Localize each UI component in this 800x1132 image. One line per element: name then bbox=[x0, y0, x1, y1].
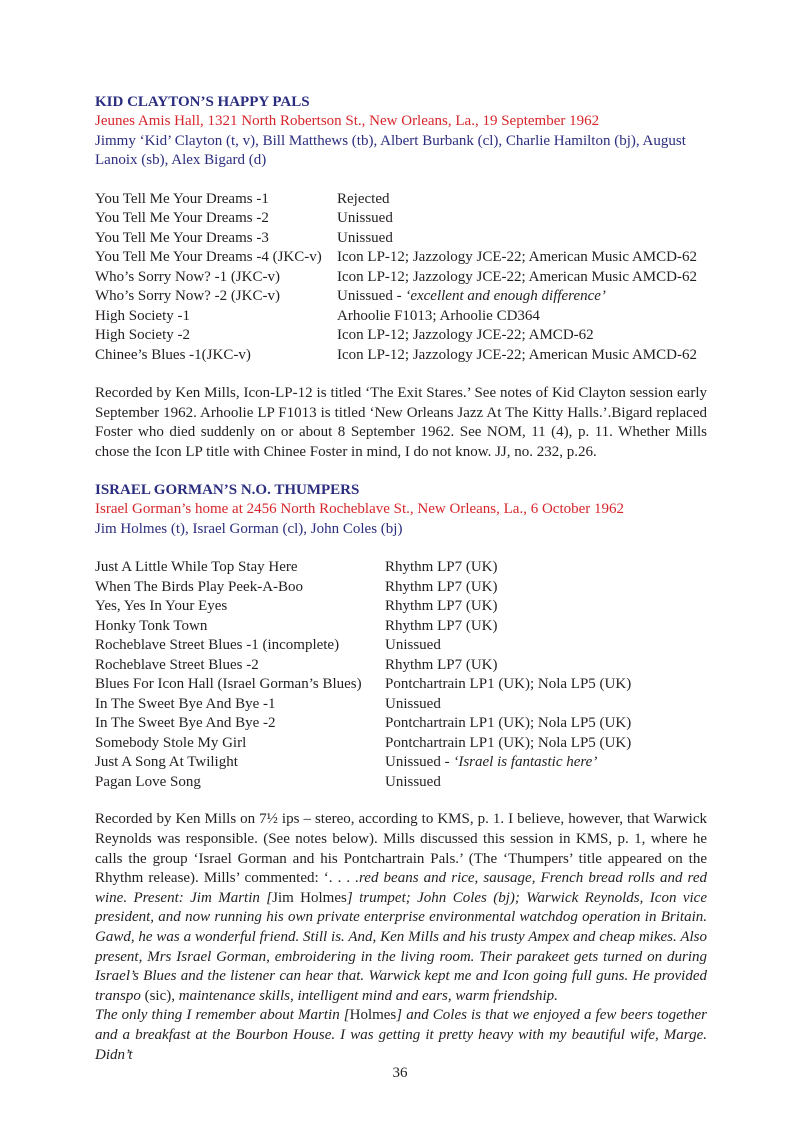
session-note: Recorded by Ken Mills, Icon-LP-12 is titled ‘The Exit Stares.’ See notes of Kid Clayton session early September 1962. Arhoolie LP F1013 is titled ‘New Orleans Jazz At The Kitty Halls.’.Bigard replaced Foster who died suddenly on or about 8 September 1962. See NOM, 11 (4), p. 11. Whether Mills chose the Icon LP title with Chinee Foster in mind, I do not know. JJ, no. 232, p.26. bbox=[95, 385, 707, 460]
track-title: High Society -2 bbox=[95, 327, 190, 343]
track-release bbox=[337, 326, 707, 346]
track-release bbox=[385, 617, 707, 637]
track-title: You Tell Me Your Dreams -2 bbox=[95, 210, 269, 226]
track-row bbox=[95, 558, 707, 578]
track-release bbox=[337, 268, 707, 288]
session-personnel: Jimmy ‘Kid’ Clayton (t, v), Bill Matthews (tb), Albert Burbank (cl), Charlie Hamilton (bj), August Lanoix (sb), Alex Bigard (d) bbox=[95, 132, 686, 168]
note-text: Jim Holmes bbox=[272, 889, 347, 906]
track-title: High Society -1 bbox=[95, 307, 190, 324]
track-release bbox=[385, 558, 707, 578]
track-title: In The Sweet Bye And Bye -2 bbox=[95, 715, 276, 732]
track-row bbox=[95, 229, 707, 249]
page-number: 36 bbox=[392, 1065, 408, 1081]
track-title: Somebody Stole My Girl bbox=[95, 734, 247, 751]
session-location: Jeunes Amis Hall, 1321 North Robertson St., New Orleans, La., 19 September 1962 bbox=[95, 113, 600, 129]
release-text: Unissued bbox=[385, 695, 441, 712]
track-row bbox=[95, 714, 707, 734]
note-quote: ] and Coles is that we enjoyed a few beers together and a breakfast at the Bourbon House. I was getting it pretty heavy with my beautiful wife, Marge. Didn’t bbox=[95, 1007, 707, 1063]
release-text: Unissued bbox=[337, 210, 393, 226]
track-title: In The Sweet Bye And Bye -1 bbox=[95, 695, 276, 712]
release-text: Rhythm LP7 (UK) bbox=[385, 598, 498, 615]
release-text: Pontchartrain LP1 (UK); Nola LP5 (UK) bbox=[385, 734, 632, 751]
release-text: Arhoolie F1013; Arhoolie CD364 bbox=[337, 307, 540, 324]
note-text: Recorded by Ken Mills on 7½ ips – stereo, according to KMS, p. 1. I believe, however, that Warwick Reynolds was responsible. (See notes below). Mills discussed this session in KMS, p. 1, where he calls the group ‘Israel Gorman and his Pontchartrain Pals.’ (The ‘Thumpers’ title appeared on the Rhythm release). Mills’ commented: ‘. . . bbox=[95, 811, 707, 887]
track-row bbox=[95, 753, 707, 773]
track-row bbox=[95, 695, 707, 715]
document-page bbox=[95, 93, 707, 1065]
track-row bbox=[95, 636, 707, 656]
track-title: Honky Tonk Town bbox=[95, 617, 208, 634]
section-heading: KID CLAYTON’S HAPPY PALS bbox=[95, 94, 310, 110]
release-text: Pontchartrain LP1 (UK); Nola LP5 (UK) bbox=[385, 715, 632, 732]
track-row bbox=[95, 346, 707, 366]
session-personnel: Jim Holmes (t), Israel Gorman (cl), John Coles (bj) bbox=[95, 520, 403, 537]
section-kid-clayton bbox=[95, 93, 707, 462]
track-release bbox=[385, 734, 707, 754]
track-list bbox=[95, 558, 707, 792]
track-row bbox=[95, 617, 707, 637]
track-release bbox=[385, 714, 707, 734]
track-title: Yes, Yes In Your Eyes bbox=[95, 598, 228, 615]
release-comment: ‘excellent and enough difference’ bbox=[405, 288, 606, 304]
release-text: Rhythm LP7 (UK) bbox=[385, 578, 498, 595]
track-title: Just A Song At Twilight bbox=[95, 754, 238, 771]
release-text: Unissued bbox=[385, 773, 441, 790]
release-text: Icon LP-12; Jazzology JCE-22; American Music AMCD-62 bbox=[337, 346, 697, 363]
note-quote: ] trumpet; John Coles (bj); Warwick Reynolds, Icon vice president, and now running his own private enterprise environmental watchdog operation in Britain. Gawd, he was a wonderful friend. Still is. And, Ken Mills and his trusty Ampex and cheap mikes. Also present, Mrs Israel Gorman, embroidering in the living room. Their parakeet gets turned on during Israel’s Blues and the listener can hear that. Warwick kept me and Icon going full guns. He provided transpo bbox=[95, 889, 707, 1004]
track-row bbox=[95, 326, 707, 346]
track-release bbox=[337, 209, 707, 229]
track-title: Chinee’s Blues -1(JKC-v) bbox=[95, 346, 251, 363]
note-quote: , maintenance skills, intelligent mind and ears, warm friendship. bbox=[171, 987, 558, 1004]
track-release bbox=[385, 636, 707, 656]
track-release bbox=[337, 190, 707, 210]
release-text: Rhythm LP7 (UK) bbox=[385, 656, 498, 673]
note-quote: .red beans and rice, sausage, French bread rolls and red wine. Present: Jim Martin [ bbox=[95, 870, 707, 906]
track-title: You Tell Me Your Dreams -4 (JKC-v) bbox=[95, 249, 322, 265]
release-text: Icon LP-12; Jazzology JCE-22; American Music AMCD-62 bbox=[337, 249, 697, 265]
track-release bbox=[337, 346, 707, 366]
release-text: Unissued - bbox=[337, 288, 406, 304]
track-row bbox=[95, 773, 707, 793]
track-row bbox=[95, 268, 707, 288]
track-row bbox=[95, 675, 707, 695]
track-release bbox=[385, 675, 707, 695]
track-release bbox=[385, 578, 707, 598]
release-text: Icon LP-12; Jazzology JCE-22; American Music AMCD-62 bbox=[337, 268, 697, 285]
release-text: Unissued bbox=[337, 229, 393, 246]
track-row bbox=[95, 248, 707, 268]
release-text: Rhythm LP7 (UK) bbox=[385, 559, 498, 576]
track-release bbox=[385, 597, 707, 617]
track-row bbox=[95, 734, 707, 754]
track-release bbox=[337, 248, 707, 268]
track-list bbox=[95, 190, 707, 366]
track-release bbox=[385, 753, 707, 773]
note-text: (sic) bbox=[144, 987, 172, 1004]
track-title: When The Birds Play Peek-A-Boo bbox=[95, 578, 304, 595]
release-text: Unissued bbox=[385, 637, 441, 654]
track-release bbox=[337, 229, 707, 249]
release-text: Rhythm LP7 (UK) bbox=[385, 617, 498, 634]
track-release bbox=[385, 656, 707, 676]
section-heading: ISRAEL GORMAN’S N.O. THUMPERS bbox=[95, 482, 360, 499]
track-row bbox=[95, 190, 707, 210]
section-israel-gorman bbox=[95, 481, 707, 1065]
track-title: You Tell Me Your Dreams -1 bbox=[95, 190, 269, 207]
track-release bbox=[385, 773, 707, 793]
track-title: Pagan Love Song bbox=[95, 773, 201, 790]
track-release bbox=[337, 287, 707, 307]
session-location: Israel Gorman’s home at 2456 North Rocheblave St., New Orleans, La., 6 October 1962 bbox=[95, 501, 625, 518]
session-note bbox=[95, 810, 707, 1065]
release-text: Icon LP-12; Jazzology JCE-22; AMCD-62 bbox=[337, 327, 594, 343]
release-text: Rejected bbox=[337, 190, 390, 207]
track-title: Who’s Sorry Now? -1 (JKC-v) bbox=[95, 268, 280, 285]
note-quote: The only thing I remember about Martin [ bbox=[95, 1007, 350, 1024]
release-text: Unissued - bbox=[385, 754, 454, 771]
track-title: Rocheblave Street Blues -2 bbox=[95, 656, 259, 673]
track-row bbox=[95, 578, 707, 598]
track-title: Who’s Sorry Now? -2 (JKC-v) bbox=[95, 288, 280, 304]
release-comment: ‘Israel is fantastic here’ bbox=[453, 754, 598, 771]
track-title: Just A Little While Top Stay Here bbox=[95, 559, 298, 576]
release-text: Pontchartrain LP1 (UK); Nola LP5 (UK) bbox=[385, 676, 632, 693]
track-row bbox=[95, 287, 707, 307]
track-title: Rocheblave Street Blues -1 (incomplete) bbox=[95, 637, 340, 654]
track-row bbox=[95, 209, 707, 229]
track-title: You Tell Me Your Dreams -3 bbox=[95, 229, 269, 246]
track-title: Blues For Icon Hall (Israel Gorman’s Blues) bbox=[95, 676, 362, 693]
note-text: Holmes bbox=[349, 1007, 397, 1024]
track-release bbox=[385, 695, 707, 715]
track-release bbox=[337, 307, 707, 327]
track-row bbox=[95, 656, 707, 676]
track-row bbox=[95, 307, 707, 327]
track-row bbox=[95, 597, 707, 617]
